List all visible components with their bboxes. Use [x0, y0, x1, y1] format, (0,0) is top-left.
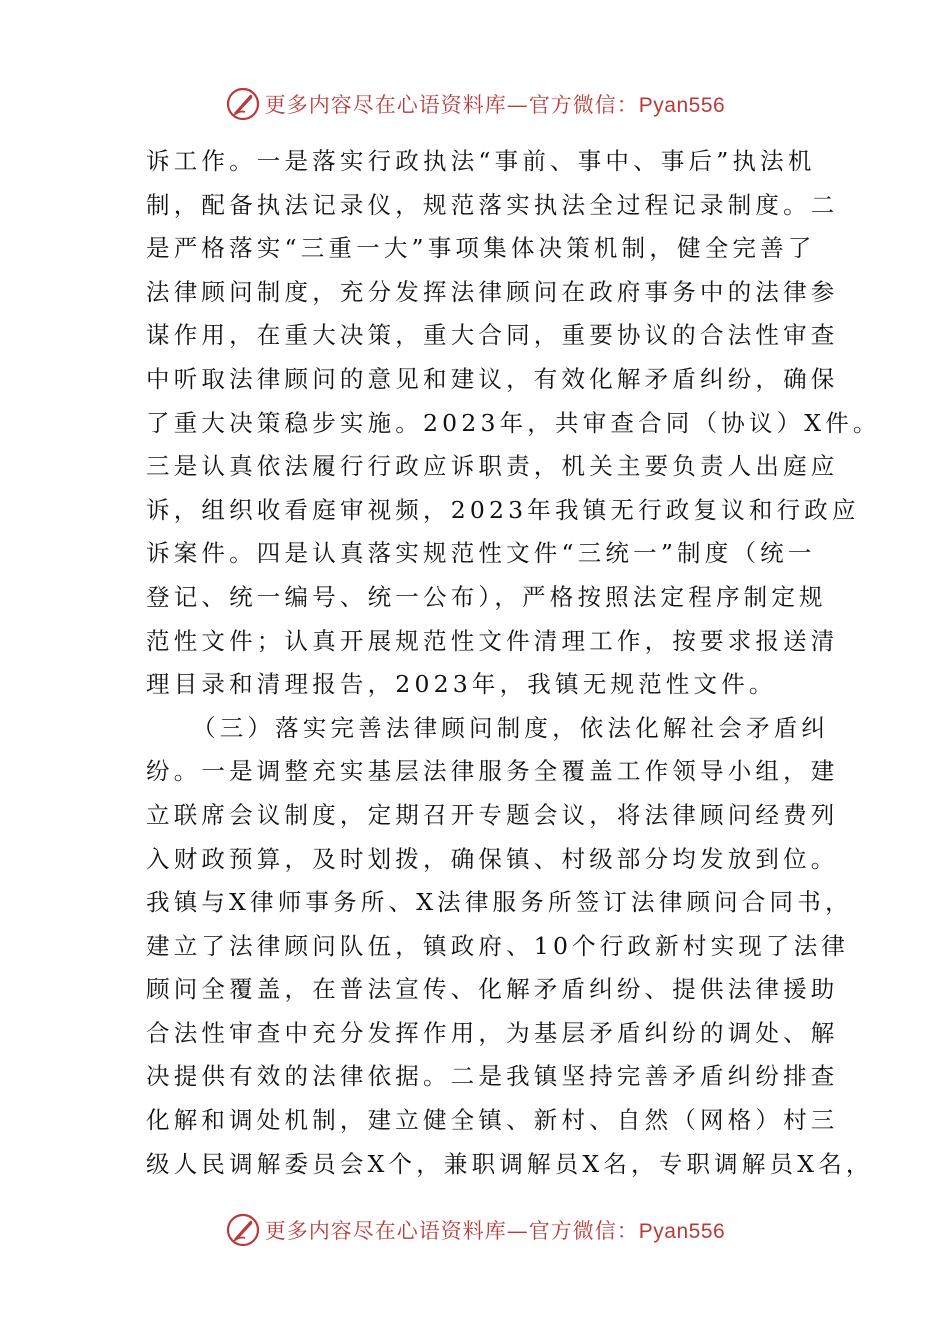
text-line: 纷。一是调整充实基层法律服务全覆盖工作领导小组，建	[146, 757, 839, 786]
text-line: 诉工作。一是落实行政执法“事前、事中、事后”执法机	[146, 147, 816, 175]
footer-banner	[0, 1208, 950, 1252]
text-line: 三是认真依法履行行政应诉职责，机关主要负责人出庭应	[146, 452, 839, 481]
text-line: 制，配备执法记录仪，规范落实执法全过程记录制度。二	[146, 190, 839, 219]
text-line: 谋作用，在重大决策，重大合同，重要协议的合法性审查	[146, 321, 839, 350]
banner-text-cn: 更多内容尽在心语资料库—官方微信：	[264, 1219, 639, 1243]
banner-text-cn: 更多内容尽在心语资料库—官方微信：	[264, 93, 639, 117]
text-line: 理目录和清理报告，2023年，我镇无规范性文件。	[146, 670, 777, 699]
text-line: 是严格落实“三重一大”事项集体决策机制，健全完善了	[146, 234, 816, 263]
section-heading-line: （三）落实完善法律顾问制度，依法化解社会矛盾纠	[192, 713, 830, 742]
text-line: 建立了法律顾问队伍，镇政府、10个行政新村实现了法律	[146, 931, 850, 960]
text-line: 合法性审查中充分发挥作用，为基层矛盾纠纷的调处、解	[146, 1018, 839, 1047]
text-line: 诉，组织收看庭审视频，2023年我镇无行政复议和行政应	[146, 495, 860, 524]
text-line: 我镇与X律师事务所、X法律服务所签订法律顾问合同书，	[146, 888, 853, 917]
text-line: 中听取法律顾问的意见和建议，有效化解矛盾纠纷，确保	[146, 364, 839, 393]
text-line: 化解和调处机制，建立健全镇、新村、自然（网格）村三	[146, 1106, 839, 1135]
text-line: 诉案件。四是认真落实规范性文件“三统一”制度（统一	[146, 539, 816, 568]
text-line: 了重大决策稳步实施。2023年，共审查合同（协议）X件。	[146, 408, 881, 437]
text-line: 登记、统一编号、统一公布），严格按照法定程序制定规	[146, 582, 827, 611]
banner-text	[265, 1215, 725, 1245]
text-line: 范性文件；认真开展规范性文件清理工作，按要求报送清	[146, 626, 839, 655]
quill-pen-emblem-icon	[225, 1212, 261, 1248]
text-line: 入财政预算，及时划拨，确保镇、村级部分均发放到位。	[146, 844, 839, 873]
banner-text	[265, 89, 725, 119]
document-body	[146, 140, 881, 1186]
header-banner	[0, 82, 950, 126]
banner-wechat-id: Pyan556	[638, 94, 726, 117]
banner-wechat-id: Pyan556	[638, 1220, 726, 1243]
text-line: 立联席会议制度，定期召开专题会议，将法律顾问经费列	[146, 800, 839, 829]
text-line: 决提供有效的法律依据。二是我镇坚持完善矛盾纠纷排查	[146, 1062, 839, 1091]
text-line: 级人民调解委员会X个，兼职调解员X名，专职调解员X名，	[146, 1149, 874, 1178]
quill-pen-emblem-icon	[225, 86, 261, 122]
text-line: 顾问全覆盖，在普法宣传、化解矛盾纠纷、提供法律援助	[146, 975, 839, 1004]
text-line: 法律顾问制度，充分发挥法律顾问在政府事务中的法律参	[146, 277, 839, 306]
